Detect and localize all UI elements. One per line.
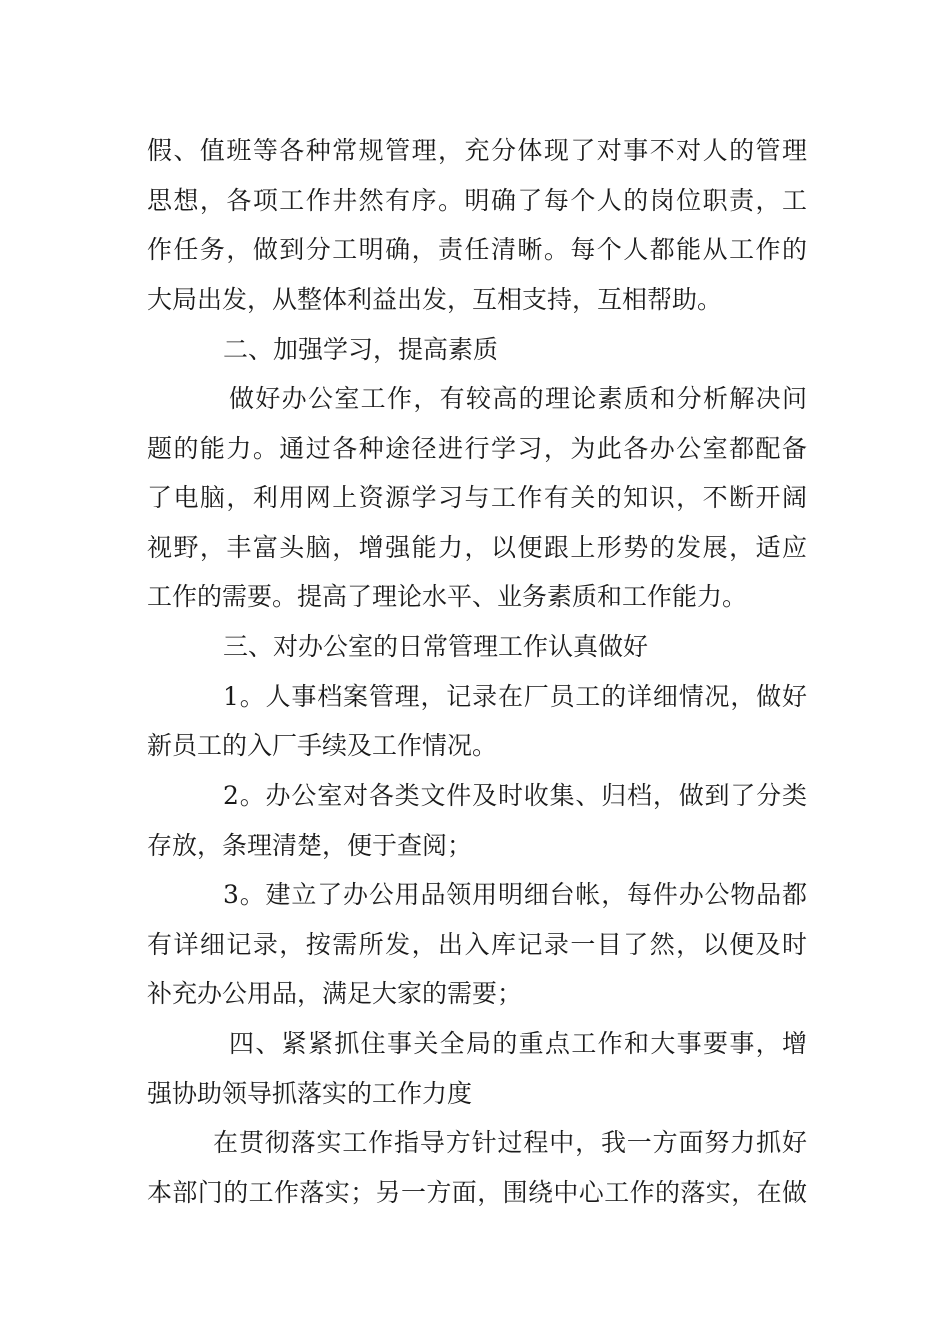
list-item: 1。人事档案管理，记录在厂员工的详细情况，做好	[223, 682, 807, 711]
text-line: 存放，条理清楚，便于查阅；	[147, 831, 473, 860]
text-line: 作任务，做到分工明确，责任清晰。每个人都能从工作的	[147, 235, 807, 264]
section-heading: 二、加强学习，提高素质	[223, 335, 499, 364]
text-line: 思想，各项工作井然有序。明确了每个人的岗位职责，工	[147, 186, 807, 215]
text-line: 补充办公用品，满足大家的需要；	[147, 979, 523, 1008]
list-item: 2。办公室对各类文件及时收集、归档，做到了分类	[223, 781, 807, 810]
text-line: 假、值班等各种常规管理，充分体现了对事不对人的管理	[147, 136, 807, 165]
text-line: 强协助领导抓落实的工作力度	[147, 1079, 473, 1108]
text-line: 本部门的工作落实；另一方面，围绕中心工作的落实，在做	[147, 1178, 807, 1207]
text-line: 在贯彻落实工作指导方针过程中，我一方面努力抓好	[213, 1128, 807, 1157]
text-line: 工作的需要。提高了理论水平、业务素质和工作能力。	[147, 582, 748, 611]
text-line: 题的能力。通过各种途径进行学习，为此各办公室都配备	[147, 434, 807, 463]
text-line: 有详细记录，按需所发，出入库记录一目了然，以便及时	[147, 930, 807, 959]
text-line: 大局出发，从整体利益出发，互相支持，互相帮助。	[147, 285, 723, 314]
text-line: 了电脑，利用网上资源学习与工作有关的知识，不断开阔	[147, 483, 807, 512]
section-heading: 四、紧紧抓住事关全局的重点工作和大事要事，增	[229, 1029, 807, 1058]
list-item: 3。建立了办公用品领用明细台帐，每件办公物品都	[223, 880, 807, 909]
text-line: 新员工的入厂手续及工作情况。	[147, 731, 498, 760]
text-line: 视野，丰富头脑，增强能力，以便跟上形势的发展，适应	[147, 533, 807, 562]
text-line: 做好办公室工作，有较高的理论素质和分析解决问	[229, 384, 807, 413]
section-heading: 三、对办公室的日常管理工作认真做好	[223, 632, 649, 661]
